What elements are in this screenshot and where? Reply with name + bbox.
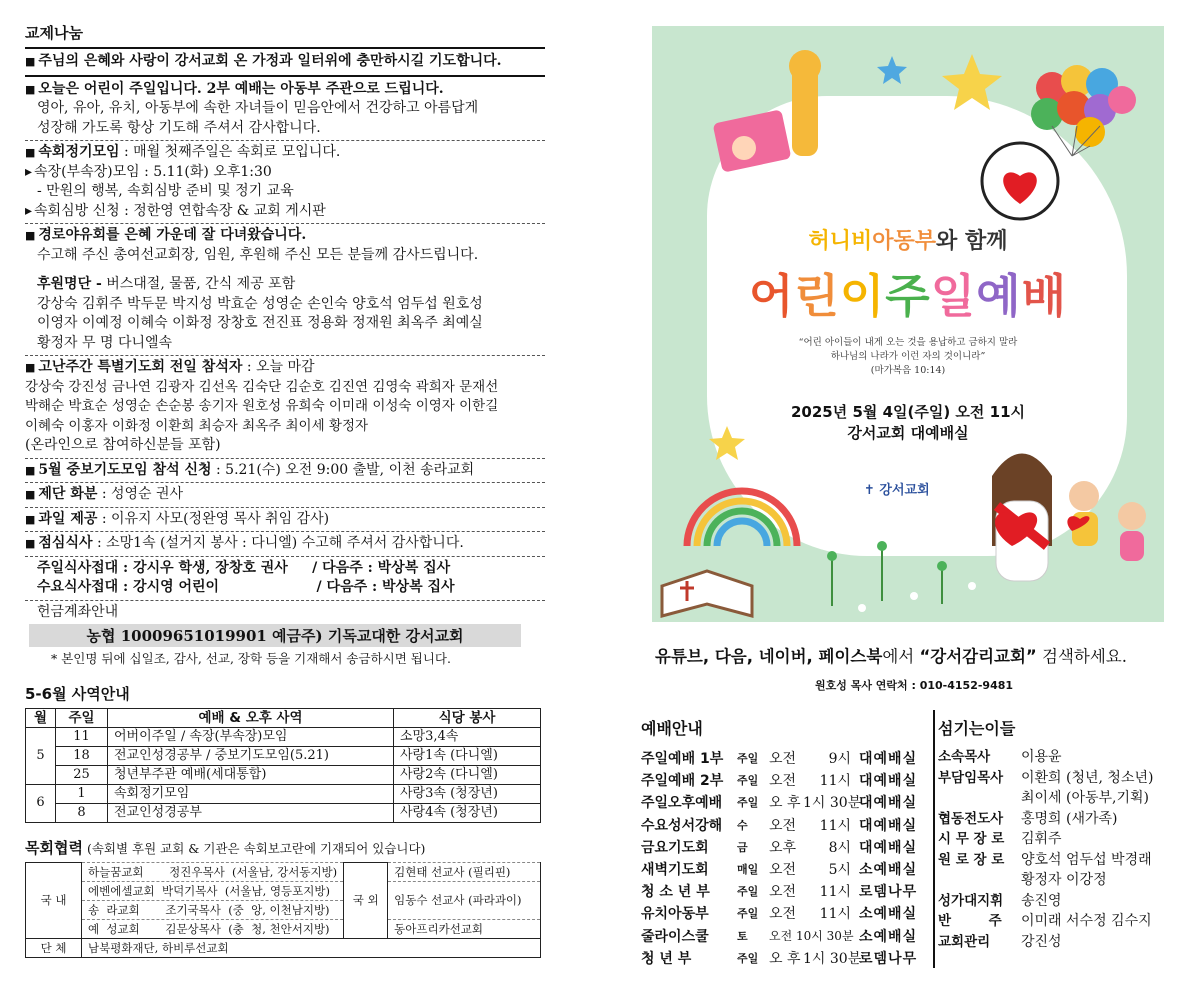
schedule-month: 5 [26, 727, 56, 784]
music-note-icon [713, 109, 792, 172]
staff-role [938, 870, 1021, 891]
table-row [26, 862, 541, 881]
worship-time: 9시 [828, 751, 851, 768]
prayer-line: ■ 주님의 은혜와 사랑이 강서교회 온 가정과 일터위에 충만하시길 기도합니다. [25, 52, 545, 72]
star-icon [942, 54, 1002, 110]
poster-title-char: 이 [839, 269, 886, 323]
worship-day: 주일 [737, 907, 759, 921]
poster-subtitle-part: 와 함께 [936, 229, 1008, 254]
table-row [26, 938, 541, 957]
staff-names: 양호석 엄두섭 박경래 [1021, 851, 1152, 868]
staff-role: 시 무 장 로 [938, 831, 1005, 847]
sponsor-head [25, 275, 545, 295]
lent-head-text: : 오늘 마감 [242, 359, 315, 375]
worship-name: 청 년 부 [641, 950, 692, 967]
may-prayer-text: : 5.21(수) 오전 9:00 출발, 이천 송라교회 [211, 461, 475, 478]
elders-text: 수고해 주신 총여선교회장, 임원, 후원해 주신 모든 분들께 감사드립니다. [37, 246, 479, 263]
fruit-bold: 과일 제공 [38, 510, 98, 527]
lunch-text: : 소망1속 (설거지 봉사 : 다니엘) 수고해 주셔서 감사합니다. [92, 535, 464, 551]
worship-ampm: 오전 [769, 817, 797, 834]
worship-rows [641, 747, 925, 969]
worship-ampm: 오 후 [769, 950, 801, 967]
schedule-day: 1 [56, 784, 108, 803]
coop-church: 하늘꿈교회 정진우목사 (서울남, 강서동지방) [82, 862, 344, 881]
worship-row [641, 858, 925, 880]
coop-church: 에벤에셀교회 박덕기목사 (서울남, 영등포지방) [82, 881, 344, 900]
table-row [26, 784, 541, 803]
staff-role [938, 788, 1021, 809]
worship-day: 주일 [737, 752, 759, 766]
childrens-day-poster [652, 26, 1164, 622]
district-item: - 만원의 행복, 속회심방 준비 및 정기 교육 [37, 183, 294, 199]
childrens-day-head: ■ 오늘은 어린이 주일입니다. 2부 예배는 아동부 주관으로 드립니다. [25, 80, 545, 100]
worship-guide [641, 716, 925, 969]
coop-group: 남북평화재단, 하비루선교회 [82, 938, 541, 957]
verse-ref: (마가복음 10:14) [870, 365, 946, 376]
lent-names: 이혜숙 이홍자 이화정 이환희 최승자 최옥주 최이세 황정자 [25, 417, 369, 434]
altar-flowers [25, 485, 545, 505]
schedule-event: 어버이주일 / 속장(부속장)모임 [108, 727, 394, 746]
section-title: 교제나눔 [25, 24, 83, 42]
altar-text: : 성영순 권사 [97, 486, 184, 502]
sponsor-names: 이영자 이예정 이혜숙 이화정 장창호 전진표 정용화 정재원 최옥주 최예실 [37, 315, 483, 331]
worship-day: 매일 [737, 863, 759, 877]
divider [25, 556, 545, 557]
table-row [26, 727, 541, 746]
divider [25, 507, 545, 508]
staff-role: 원 로 장 로 [938, 851, 1005, 868]
worship-row [641, 769, 925, 791]
meal-host: 주일식사접대 : 강시우 학생, 장창호 권사 / 다음주 : 박상복 집사 [37, 559, 451, 576]
worship-ampm: 오후 [769, 839, 797, 856]
search-text: 검색하세요. [1036, 647, 1127, 666]
staff-names: 강진성 [1021, 933, 1062, 950]
coop-heading [25, 837, 545, 858]
worship-ampm: 오전 [769, 862, 797, 879]
schedule-day: 25 [56, 765, 108, 784]
schedule-day: 8 [56, 803, 108, 822]
lent-names: 강상숙 강진성 금나연 김광자 김선옥 김숙단 김순호 김진연 김영숙 곽희자 문재선 [25, 378, 499, 395]
worship-place: 대예배실 [859, 751, 918, 768]
staff-list [938, 716, 1178, 952]
schedule-day: 18 [56, 746, 108, 765]
worship-ampm: 오전 [769, 751, 797, 768]
worship-ampm: 오전 10시 30분 [769, 929, 854, 944]
poster-subtitle-part: 허니비 [808, 229, 873, 254]
poster-title-char: 린 [794, 269, 840, 323]
staff-role: 반 주 [938, 913, 1002, 929]
coop-church: 송 라교회 조기국목사 (중 앙, 이천남지방) [82, 900, 344, 919]
coop-missionary: 동아프리카선교회 [388, 919, 541, 938]
schedule-header-row [26, 708, 541, 727]
balloons-icon [1031, 65, 1136, 156]
staff-row [938, 891, 1178, 912]
staff-names: 송진영 [1021, 892, 1062, 909]
worship-time: 11시 [819, 906, 851, 923]
schedule-event: 청년부주관 예배(세대통합) [108, 765, 394, 784]
staff-row [938, 850, 1178, 871]
schedule-day: 11 [56, 727, 108, 746]
staff-row [938, 911, 1178, 932]
bible-icon [662, 571, 752, 616]
jesus-children-icon [992, 454, 1146, 582]
staff-role: 성가대지휘 [938, 892, 1004, 909]
worship-time: 8시 [828, 839, 851, 856]
worship-name: 주일예배 2부 [641, 773, 724, 790]
coop-table [25, 862, 541, 958]
staff-row [938, 788, 1178, 809]
giraffe-icon [789, 50, 821, 156]
worship-name: 줄라이스쿨 [641, 928, 709, 945]
schedule-header: 예배 & 오후 사역 [108, 708, 394, 727]
altar-bold: 제단 화분 [38, 486, 98, 502]
schedule-month: 6 [26, 784, 56, 822]
childrens-day-text: 영아, 유아, 유치, 아동부에 속한 자녀들이 믿음안에서 건강하고 아름답게 [37, 100, 479, 116]
staff-names: 최이세 (아동부,기획) [1021, 790, 1150, 806]
worship-place: 로뎀나무 [859, 950, 918, 967]
worship-ampm: 오전 [769, 773, 797, 790]
elders-head: ■ 경로야유회를 은혜 가운데 잘 다녀왔습니다. [25, 226, 545, 246]
worship-row [641, 880, 925, 902]
worship-row [641, 747, 925, 769]
worship-place: 대예배실 [859, 839, 918, 856]
schedule-service: 소망3,4속 [394, 727, 541, 746]
poster-title-char: 일 [930, 269, 977, 323]
poster-title-char: 주 [885, 269, 931, 323]
sponsor-note: 버스대절, 물품, 간식 제공 포함 [101, 276, 296, 292]
coop-title: 목회협력 [25, 838, 83, 857]
speech-heart-icon [982, 143, 1058, 219]
worship-day: 주일 [737, 951, 759, 965]
worship-name: 주일오후예배 [641, 795, 723, 812]
worship-day: 주일 [737, 774, 759, 788]
verse-line: 하나님의 나라가 이런 자의 것이니라” [830, 351, 986, 362]
worship-time: 11시 [819, 817, 851, 834]
worship-name: 유치아동부 [641, 906, 709, 923]
search-notice [655, 643, 1127, 667]
bank-note: * 본인명 뒤에 십일조, 감사, 선교, 장학 등을 기재해서 송금하시면 됩니다. [51, 651, 451, 666]
worship-time: 1시 30분 [803, 950, 862, 967]
divider [25, 458, 545, 459]
coop-subtitle: (속회별 후원 교회 & 기관은 속회보고란에 기재되어 있습니다) [82, 840, 426, 856]
poster-title-char: 예 [976, 269, 1022, 323]
staff-role: 협동전도사 [938, 810, 1004, 827]
staff-row [938, 870, 1178, 891]
worship-row [641, 814, 925, 836]
table-row [26, 803, 541, 822]
staff-names: 황정자 이강정 [1021, 872, 1107, 888]
poster-verse [652, 336, 1164, 378]
poster-place: 강서교회 대예배실 [847, 424, 969, 442]
worship-place: 대예배실 [859, 773, 918, 790]
bulletin-left-column [25, 22, 545, 958]
sponsor-names: 강상숙 김휘주 박두문 박지성 박효순 성영순 손인숙 양호석 엄두섭 원호성 [37, 295, 483, 312]
verse-line: “어린 아이들이 내게 오는 것을 용납하고 금하지 말라 [798, 337, 1018, 348]
schedule-header: 월 [26, 708, 56, 727]
worship-ampm: 오전 [769, 906, 797, 923]
worship-row [641, 836, 925, 858]
lent-names: 박해순 박효순 성영순 손순봉 송기자 원호성 유희숙 이미래 이성숙 이영자 이한길 [25, 398, 499, 414]
worship-place: 소예배실 [859, 862, 918, 879]
poster-subtitle-part: 아동부 [872, 229, 937, 254]
worship-day: 주일 [737, 796, 759, 810]
worship-time: 1시 30분 [803, 795, 862, 812]
district-item: ▸ 속장(부속장)모임 : 5.11(화) 오후1:30 [25, 163, 545, 183]
poster-title [652, 260, 1164, 326]
worship-time: 11시 [819, 884, 851, 901]
search-text: 에서 [882, 647, 920, 666]
staff-role: 부담임목사 [938, 769, 1004, 786]
divider [25, 75, 545, 77]
staff-rows [938, 747, 1178, 952]
staff-row [938, 829, 1178, 850]
staff-title: 섬기는이들 [938, 719, 1016, 738]
staff-row [938, 809, 1178, 830]
staff-names: 홍명희 (새가족) [1021, 810, 1118, 827]
coop-missionary: 임동수 선교사 (파라과이) [388, 881, 541, 919]
worship-time: 11시 [819, 773, 851, 790]
worship-name: 청 소 년 부 [641, 884, 710, 901]
staff-names: 김휘주 [1021, 831, 1062, 847]
fruit-provided [25, 510, 545, 530]
schedule-event: 전교인성경공부 / 중보기도모임(5.21) [108, 746, 394, 765]
poster-subtitle [652, 224, 1164, 255]
rainbow-icon [687, 491, 797, 546]
worship-name: 금요기도회 [641, 839, 709, 856]
schedule-event: 속회정기모임 [108, 784, 394, 803]
schedule-service: 사랑3속 (청장년) [394, 784, 541, 803]
staff-row [938, 747, 1178, 768]
coop-domestic-label: 국 내 [26, 862, 82, 938]
sponsor-label: 후원명단 - [37, 276, 102, 292]
staff-role: 소속목사 [938, 749, 991, 765]
worship-row [641, 925, 925, 947]
lunch-bold: 점심식사 [38, 535, 93, 551]
worship-place: 로뎀나무 [859, 884, 918, 901]
worship-day: 금 [737, 840, 748, 854]
poster-title-char: 배 [1021, 269, 1068, 323]
church-logo [864, 479, 930, 498]
schedule-header: 식당 봉사 [394, 708, 541, 727]
divider [25, 355, 545, 356]
search-query: “강서감리교회” [919, 647, 1037, 666]
coop-church: 예 성교회 김문상목사 (충 청, 천안서지방) [82, 919, 344, 938]
schedule-event: 전교인성경공부 [108, 803, 394, 822]
worship-ampm: 오 후 [769, 795, 801, 812]
offering-label: 헌금계좌안내 [37, 603, 119, 620]
table-row [26, 765, 541, 784]
lent-head [25, 358, 545, 378]
worship-day: 주일 [737, 885, 759, 899]
worship-place: 대예배실 [859, 795, 918, 812]
worship-row [641, 791, 925, 813]
schedule-service: 사랑1속 (다니엘) [394, 746, 541, 765]
cross-icon: ✝ [864, 483, 880, 498]
schedule-service: 사랑4속 (청장년) [394, 803, 541, 822]
coop-foreign-label: 국 외 [344, 862, 388, 938]
pastor-contact: 원호성 목사 연락처 : 010-4152-9481 [815, 679, 1014, 692]
divider [25, 140, 545, 141]
worship-title: 예배안내 [641, 719, 703, 738]
district-head [25, 143, 545, 163]
divider [25, 482, 545, 483]
divider [25, 223, 545, 224]
poster-datetime: 2025년 5월 4일(주일) 오전 11시 [790, 403, 1026, 421]
may-prayer-bold: 5월 중보기도모임 참석 신청 [38, 461, 212, 478]
schedule-title: 5-6월 사역안내 [25, 684, 130, 703]
meal-host: 수요식사접대 : 강시영 어린이 / 다음주 : 박상복 집사 [37, 579, 455, 595]
staff-names: 이용윤 [1021, 749, 1062, 765]
worship-day: 수 [737, 818, 748, 832]
staff-row [938, 932, 1178, 953]
plants-icon [827, 541, 976, 612]
worship-name: 새벽기도회 [641, 862, 709, 879]
schedule-header: 주일 [56, 708, 108, 727]
worship-ampm: 오전 [769, 884, 797, 901]
poster-title-char: 어 [748, 269, 795, 323]
star-icon [877, 56, 907, 84]
worship-name: 주일예배 1부 [641, 751, 724, 768]
lent-head-bold: 고난주간 특별기도회 전일 참석자 [38, 359, 243, 375]
divider [933, 710, 935, 968]
staff-names: 이미래 서수정 김수지 [1021, 913, 1152, 929]
divider [25, 600, 545, 601]
poster-date [652, 402, 1164, 444]
coop-group-label: 단 체 [26, 938, 82, 957]
worship-place: 대예배실 [859, 817, 918, 834]
worship-name: 수요성서강해 [641, 817, 723, 834]
district-head-bold: 속회정기모임 [38, 144, 120, 160]
schedule-service: 사랑2속 (다니엘) [394, 765, 541, 784]
staff-row [938, 768, 1178, 789]
sponsor-names: 황정자 무 명 다니엘속 [37, 334, 173, 351]
lunch [25, 534, 545, 554]
table-row [26, 919, 541, 938]
schedule-table [25, 708, 541, 823]
search-platforms: 유튜브, 다음, 네이버, 페이스북 [655, 647, 883, 666]
table-row [26, 881, 541, 900]
table-row [26, 746, 541, 765]
childrens-day-text: 성장해 가도록 항상 기도해 주셔서 감사합니다. [37, 119, 321, 136]
staff-names: 이환희 (청년, 청소년) [1021, 769, 1154, 786]
church-logo-text: 강서교회 [879, 483, 930, 498]
divider [25, 47, 545, 49]
may-prayer [25, 461, 545, 481]
worship-row [641, 947, 925, 969]
worship-row [641, 902, 925, 924]
lent-note: (온라인으로 참여하신분들 포함) [25, 437, 221, 453]
worship-time: 5시 [828, 862, 851, 879]
coop-missionary: 김현태 선교사 (필리핀) [388, 862, 541, 881]
fruit-text: : 이유지 사모(정완영 목사 취임 감사) [97, 510, 330, 527]
staff-role: 교회관리 [938, 933, 991, 950]
bank-account: 농협 10009651019901 예금주) 기독교대한 강서교회 [29, 624, 521, 647]
divider [25, 531, 545, 532]
worship-place: 소예배실 [859, 928, 918, 945]
worship-day: 토 [737, 929, 748, 943]
district-item: ▸ 속회심방 신청 : 정한영 연합속장 & 교회 게시판 [25, 202, 545, 222]
worship-place: 소예배실 [859, 906, 918, 923]
district-head-text: : 매월 첫째주일은 속회로 모입니다. [119, 144, 341, 160]
